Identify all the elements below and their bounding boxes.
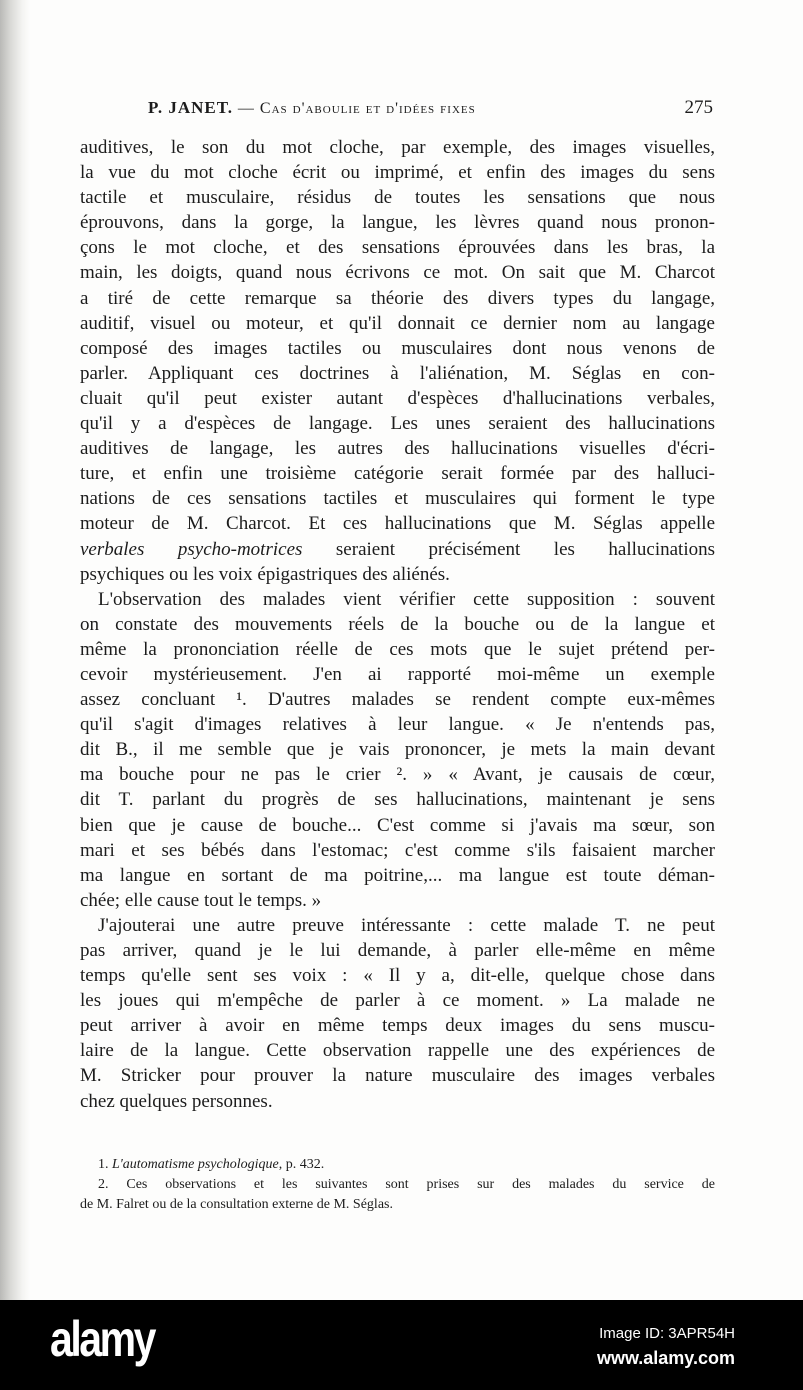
site-url: www.alamy.com [596,1348,735,1368]
text-line: même la prononciation réelle de ces mots que le sujet prétend per- [80,638,715,660]
text-line: tactile et musculaire, résidus de toutes les sensations que nous [80,187,715,209]
text-line: cevoir mystérieusement. J'en ai rapporté moi-même un exemple [80,663,715,685]
text-line: chez quelques personnes. [80,1090,273,1112]
text-line: auditives, le son du mot cloche, par exemple, des images visuelles, [80,137,715,158]
text-line: main, les doigts, quand nous écrivons ce mot. On sait que M. Charcot [80,262,715,284]
text-segment: seraient précisément les hallucinations [302,538,716,560]
text-segment: , p. 432. [278,1157,325,1172]
text-line: a tiré de cette remarque sa théorie des divers types du langage, [80,287,715,309]
text-segment: 1. [98,1157,112,1172]
paragraph [80,913,715,1114]
text-line: nations de ces sensations tactiles et musculaires qui forment le type [80,488,715,510]
scan-edge-shadow [0,0,30,1300]
text-line: ture, et enfin une troisième catégorie serait formée par des halluci- [80,463,715,485]
text-line: auditives de langage, les autres des hallucinations visuelles d'écri- [80,438,715,460]
text-line [80,537,715,562]
text-line: ma langue en sortant de ma poitrine,... ma langue est toute déman- [80,864,715,886]
watermark-bar [0,1300,803,1390]
text-line: dit T. parlant du progrès de ses hallucinations, maintenant je sens [80,789,715,811]
text-line: les joues qui m'empêche de parler à ce moment. » La malade ne [80,990,715,1012]
text-line: 2. Ces observations et les suivantes sont prises sur des malades du service de [98,1177,715,1192]
footnotes [80,1155,715,1215]
text-line: laire de la langue. Cette observation rappelle une des expériences de [80,1040,715,1062]
text-line: composé des images tactiles ou musculaires dont nous venons de [80,337,715,359]
text-line: dit B., il me semble que je vais prononcer, je mets la main devant [80,739,715,761]
text-line: moteur de M. Charcot. Et ces hallucinations que M. Séglas appelle [80,513,715,535]
text-line: psychiques ou les voix épigastriques des aliénés. [80,563,450,585]
text-line: temps qu'elle sent ses voix : « Il y a, dit-elle, quelque chose dans [80,965,715,987]
paragraph [80,587,715,913]
footnote [80,1175,715,1215]
text-line: bien que je cause de bouche... C'est comme si j'avais ma sœur, son [80,814,715,836]
header-title: — Cas d'aboulie et d'idées fixes [237,100,476,117]
header-author: P. JANET. [148,98,234,117]
text-line: pas arriver, quand je le lui demande, à parler elle-même en même [80,940,715,961]
body-text [80,135,715,1114]
text-line: éprouvons, dans la gorge, la langue, les lèvres quand nous pronon- [80,212,715,234]
text-line: auditif, visuel ou moteur, et qu'il donnait ce dernier nom au langage [80,312,715,334]
text-line: la vue du mot cloche écrit ou imprimé, et enfin des images du sens [80,162,715,184]
text-line: on constate des mouvements réels de la bouche ou de la langue et [80,613,715,635]
text-line: assez concluant ¹. D'autres malades se rendent compte eux-mêmes [80,689,715,711]
text-line: qu'il y a d'espèces de langage. Les unes seraient des hallucinations [80,413,715,435]
text-line: qu'il s'agit d'images relatives à leur langue. « Je n'entends pas, [80,714,715,736]
text-line: de M. Falret ou de la consultation externe de M. Séglas. [80,1197,393,1212]
text-line: parler. Appliquant ces doctrines à l'aliénation, M. Séglas en con- [80,362,715,384]
italic-text: L'automatisme psychologique [112,1157,279,1172]
text-line: chée; elle cause tout le temps. » [80,889,322,911]
text-line [80,1155,715,1175]
text-line: J'ajouterai une autre preuve intéressante : cette malade T. ne peut [98,914,715,936]
paragraph [80,135,715,587]
alamy-logo: alamy [50,1311,154,1367]
running-title [148,98,476,118]
italic-text: verbales psycho-motrices [80,538,303,560]
text-line: çons le mot cloche, et des sensations éprouvées dans les bras, la [80,237,715,259]
text-line: peut arriver à avoir en même temps deux images du sens muscu- [80,1015,715,1037]
text-line: ma bouche pour ne pas le crier ². » « Avant, je causais de cœur, [80,764,715,786]
page-number: 275 [684,97,713,118]
footnote [80,1155,715,1175]
text-line: L'observation des malades vient vérifier cette supposition : souvent [98,588,715,610]
text-line: M. Stricker pour prouver la nature musculaire des images verbales [80,1065,715,1087]
text-line: cluait qu'il peut exister autant d'espèces d'hallucinations verbales, [80,387,715,409]
running-header [80,98,715,124]
image-id: Image ID: 3APR54H [599,1325,735,1342]
text-line: mari et ses bébés dans l'estomac; c'est comme s'ils faisaient marcher [80,839,715,861]
